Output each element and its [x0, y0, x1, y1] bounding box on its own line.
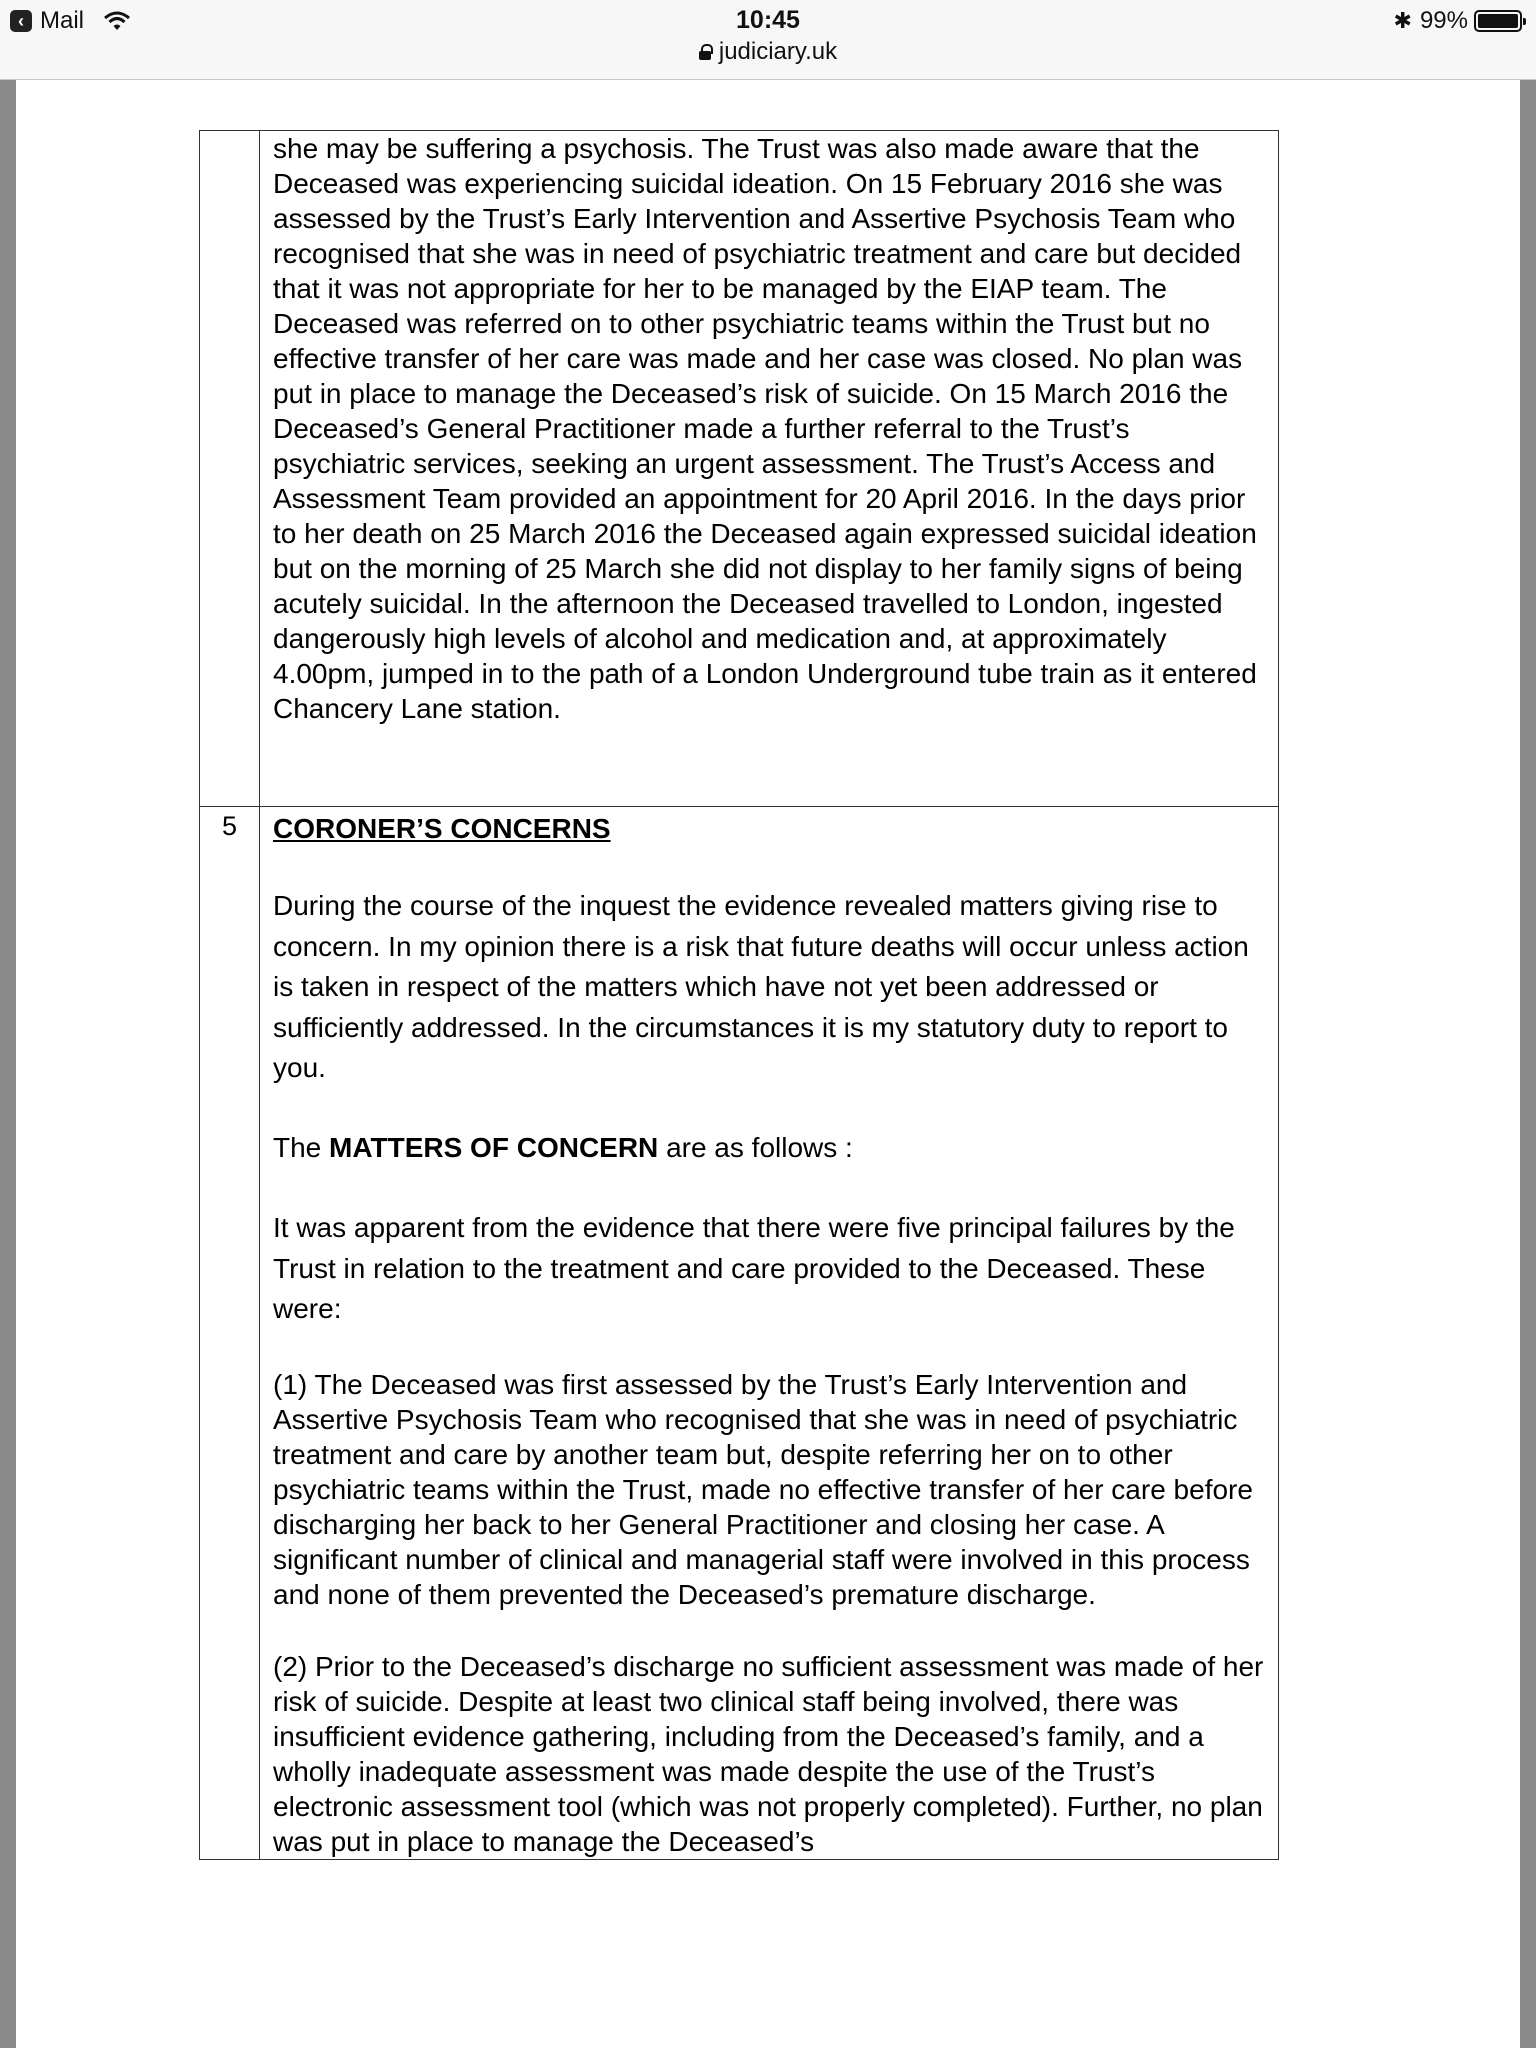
- clock: 10:45: [736, 6, 800, 34]
- report-table: [199, 130, 1279, 1860]
- back-app-label: Mail: [40, 7, 85, 34]
- spacer: [273, 1330, 1265, 1367]
- row-number-cell: 5: [200, 807, 260, 1860]
- matters-of-concern-line: [273, 1128, 1265, 1169]
- row-content-cell: [260, 131, 1279, 807]
- circumstances-paragraph: she may be suffering a psychosis. The Trust was also made aware that the Deceased was experiencing suicidal ideation. On 15 February 2016 she was assessed by the Trust’s Early Intervention and Assertive Psychosis Team who recognised that she was in need of psychiatric treatment and care but decided that it was not appropriate for her to be managed by the EIAP team. The Deceased was referred on to other psychiatric teams within the Trust but no effective transfer of her care was made and her case was closed. No plan was put in place to manage the Deceased’s risk of suicide. On 15 March 2016 the Deceased’s General Practitioner made a further referral to the Trust’s psychiatric services, seeking an urgent assessment. The Trust’s Access and Assessment Team provided an appointment for 20 April 2016. In the days prior to her death on 25 March 2016 the Deceased again expressed suicidal ideation but on the morning of 25 March she did not display to her family signs of being acutely suicidal. In the afternoon the Deceased travelled to London, ingested dangerously high levels of alcohol and medication and, at approximately 4.00pm, jumped in to the path of a London Underground tube train as it entered Chancery Lane station.: [273, 133, 1257, 724]
- row-content-cell: [260, 807, 1279, 1860]
- back-chevron-icon: ‹: [10, 10, 32, 32]
- bluetooth-icon: ✱: [1393, 8, 1412, 33]
- system-status: [1394, 6, 1522, 36]
- matters-prefix: The: [273, 1131, 322, 1163]
- document-page: [16, 80, 1520, 2048]
- spacer: [273, 846, 1265, 886]
- address-bar[interactable]: [0, 38, 1536, 66]
- battery-percent: 99%: [1419, 7, 1468, 34]
- lock-icon: [699, 44, 711, 60]
- status-bar: [0, 0, 1536, 80]
- spacer: [273, 1612, 1265, 1649]
- row-number-cell: [200, 131, 260, 807]
- battery-fill: [1478, 14, 1518, 28]
- url-text: judiciary.uk: [718, 38, 838, 65]
- concern-point-2: (2) Prior to the Deceased’s discharge no sufficient assessment was made of her risk of suicide. Despite at least two clinical staff being involved, there was insufficient evidence gathering, including from the Deceased’s family, and a wholly inadequate assessment was made despite the use of the Trust’s electronic assessment tool (which was not properly completed). Further, no plan was put in place to manage the Deceased’s: [273, 1650, 1264, 1857]
- intro-paragraph: During the course of the inquest the evidence revealed matters giving rise to concern. In my opinion there is a risk that future deaths will occur unless action is taken in respect of the matters which have not yet been addressed or sufficiently addressed. In the circumstances it is my statutory duty to report to you.: [273, 890, 1249, 1083]
- spacer: [273, 1089, 1265, 1128]
- table-row: [200, 807, 1279, 1860]
- table-row: [200, 131, 1279, 807]
- spacer: [273, 1168, 1265, 1208]
- matters-suffix: are as follows :: [666, 1131, 853, 1163]
- failures-paragraph: It was apparent from the evidence that there were five principal failures by the Trust in relation to the treatment and care provided to the Deceased. These were:: [273, 1212, 1235, 1324]
- section-heading: CORONER’S CONCERNS: [273, 813, 611, 844]
- concern-point-1: (1) The Deceased was first assessed by the Trust’s Early Intervention and Assertive Psychosis Team who recognised that she was in need of psychiatric treatment and care by another team but, despite referring her on to other psychiatric teams within the Trust, made no effective transfer of her care before discharging her back to her General Practitioner and closing her case. A significant number of clinical and managerial staff were involved in this process and none of them prevented the Deceased’s premature discharge.: [273, 1368, 1253, 1610]
- document-viewer[interactable]: [0, 80, 1536, 2048]
- matters-bold: MATTERS OF CONCERN: [329, 1131, 659, 1163]
- battery-icon: [1474, 10, 1522, 32]
